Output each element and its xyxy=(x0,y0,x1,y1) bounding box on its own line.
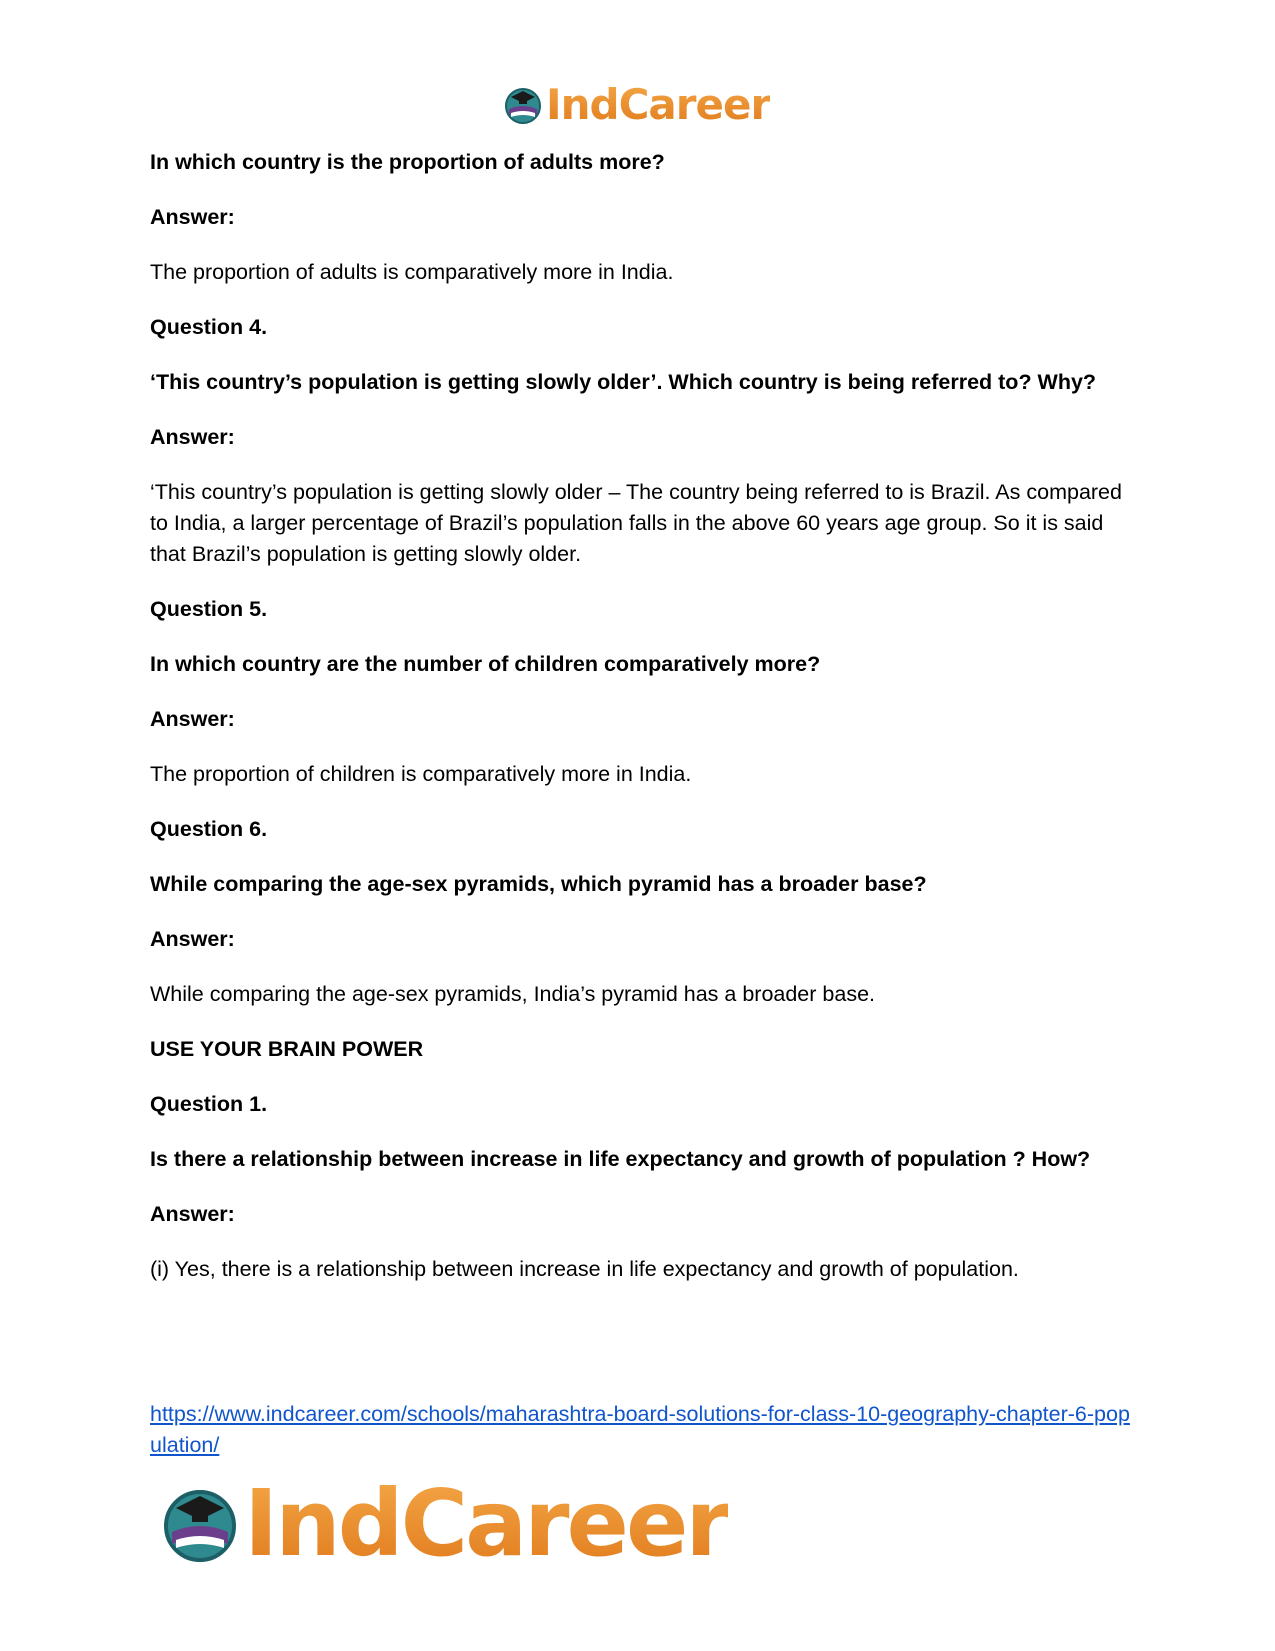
bold-paragraph: Question 4. xyxy=(150,315,268,339)
bold-paragraph: Answer: xyxy=(150,205,235,229)
logo-text: IndCareer xyxy=(546,80,771,129)
bold-paragraph: Answer: xyxy=(150,1202,235,1226)
paragraph: (i) Yes, there is a relationship between increase in life expectancy and growth of population. xyxy=(150,1257,1019,1281)
footer-logo xyxy=(160,1470,728,1577)
bold-paragraph: Answer: xyxy=(150,927,235,951)
bold-paragraph: ‘This country’s population is getting slowly older’. Which country is being referred to? Why? xyxy=(150,370,1097,394)
bold-paragraph: Question 5. xyxy=(150,597,268,621)
paragraph: The proportion of children is comparatively more in India. xyxy=(150,762,692,786)
paragraph: The proportion of adults is comparatively more in India. xyxy=(150,260,674,284)
paragraph: ‘This country’s population is getting slowly older – The country being referred to is Brazil. As compared to India, a larger percentage of Brazil’s population falls in the above 60 years age group. So it is said that Brazil’s population is getting slowly older. xyxy=(150,480,1122,566)
bold-paragraph: Question 1. xyxy=(150,1092,268,1116)
paragraph: While comparing the age-sex pyramids, India’s pyramid has a broader base. xyxy=(150,982,875,1006)
bold-paragraph: Answer: xyxy=(150,707,235,731)
bold-paragraph: USE YOUR BRAIN POWER xyxy=(150,1037,424,1061)
bold-paragraph: Answer: xyxy=(150,425,235,449)
graduation-cap-globe-books-icon xyxy=(503,85,543,125)
header-logo xyxy=(503,80,770,129)
bold-paragraph: In which country are the number of children comparatively more? xyxy=(150,652,821,676)
logo-text: IndCareer xyxy=(244,1470,728,1577)
bold-paragraph: In which country is the proportion of adults more? xyxy=(150,150,665,174)
bold-paragraph: Is there a relationship between increase in life expectancy and growth of population ? How? xyxy=(150,1147,1091,1171)
source-link[interactable]: https://www.indcareer.com/schools/maharashtra-board-solutions-for-class-10-geography-chapter-6-population/ xyxy=(150,1402,1130,1457)
bold-paragraph: While comparing the age-sex pyramids, which pyramid has a broader base? xyxy=(150,872,927,896)
bold-paragraph: Question 6. xyxy=(150,817,268,841)
document-body xyxy=(150,147,1130,1309)
graduation-cap-globe-books-icon xyxy=(160,1484,240,1564)
